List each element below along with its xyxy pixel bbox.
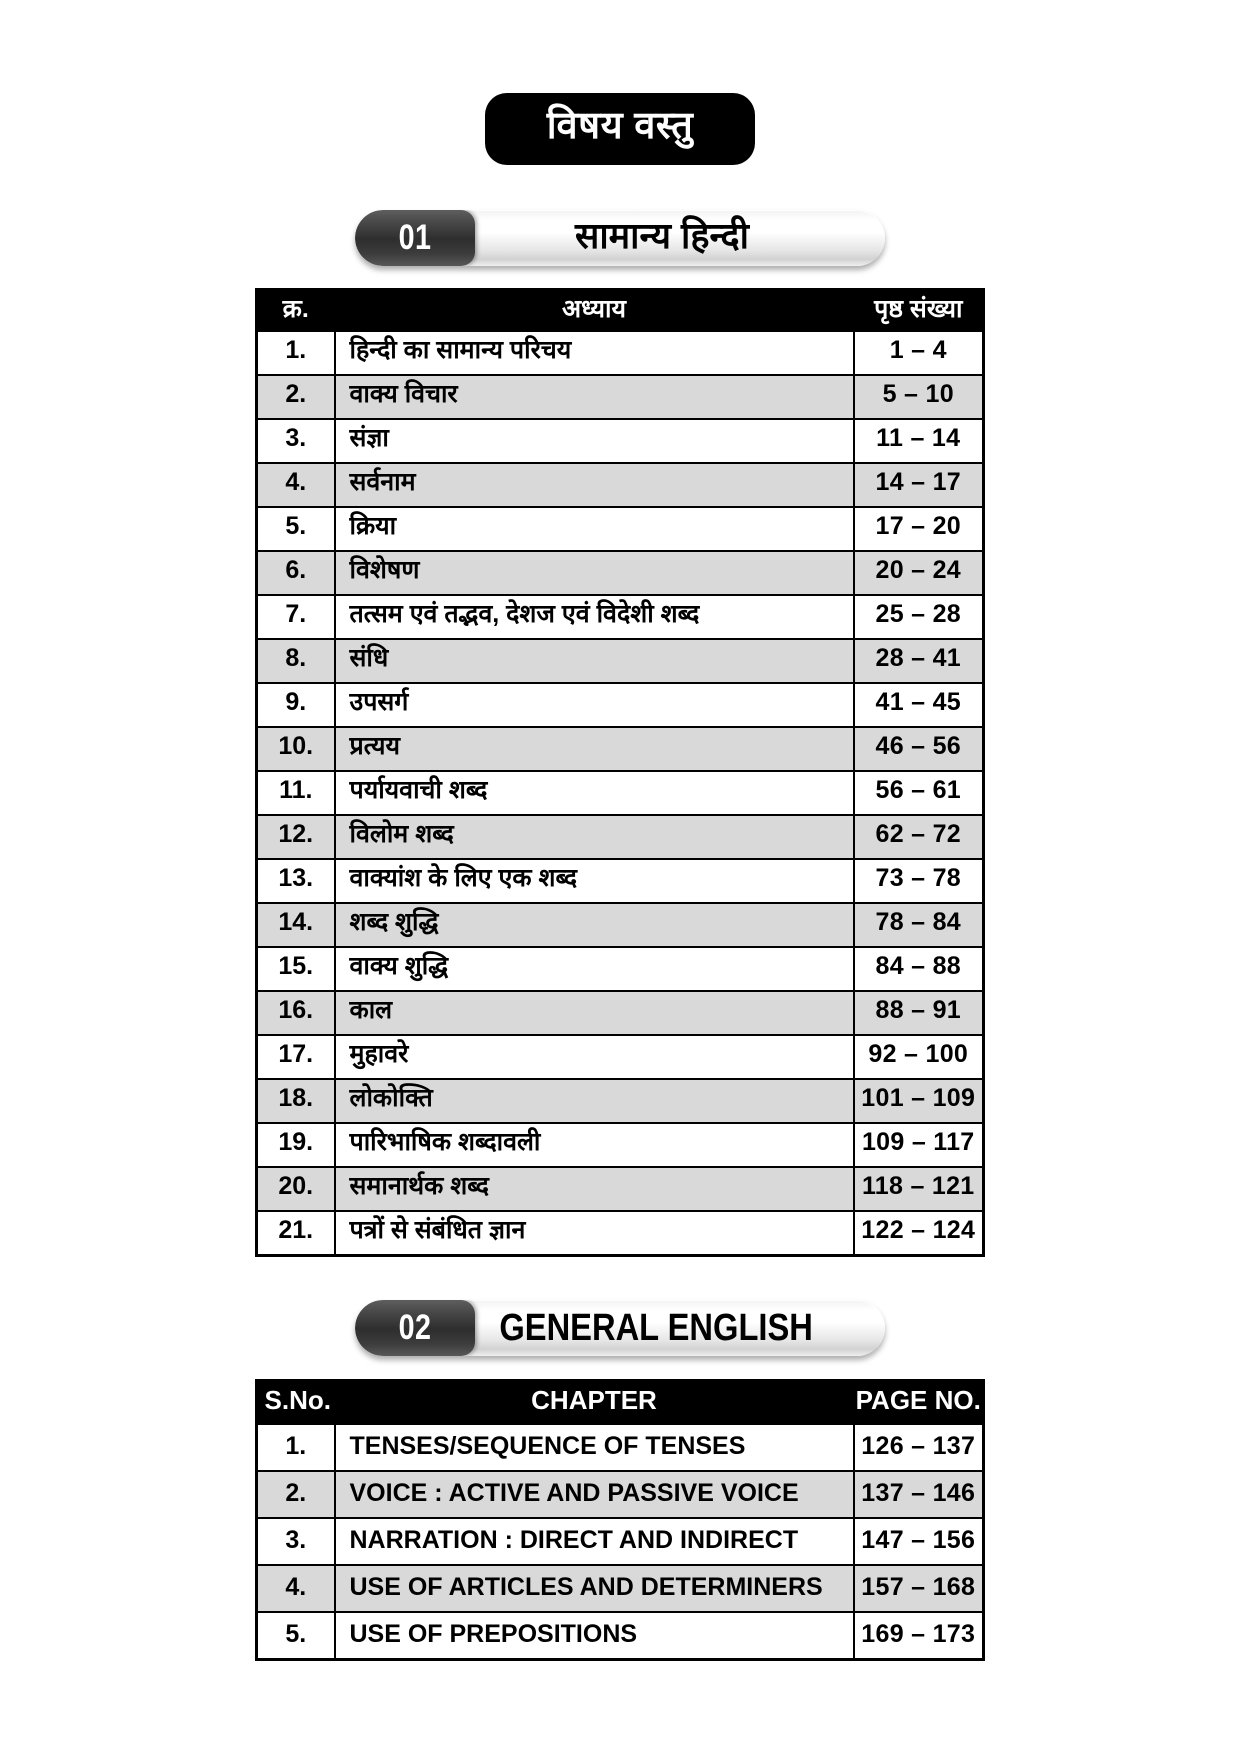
cell-chapter: विलोम शब्द bbox=[335, 815, 854, 859]
cell-sno: 16. bbox=[257, 991, 335, 1035]
cell-sno: 11. bbox=[257, 771, 335, 815]
table-row bbox=[257, 991, 984, 1035]
cell-page: 46 – 56 bbox=[854, 727, 984, 771]
cell-chapter: TENSES/SEQUENCE OF TENSES bbox=[335, 1424, 854, 1471]
column-header-sno: क्र. bbox=[257, 290, 335, 332]
cell-chapter: वाक्यांश के लिए एक शब्द bbox=[335, 859, 854, 903]
cell-sno: 1. bbox=[257, 1424, 335, 1471]
toc-table-hindi bbox=[255, 288, 985, 1257]
cell-chapter: संज्ञा bbox=[335, 419, 854, 463]
section-title-02: GENERAL ENGLISH bbox=[499, 1307, 813, 1350]
cell-page: 5 – 10 bbox=[854, 375, 984, 419]
cell-page: 157 – 168 bbox=[854, 1565, 984, 1612]
section-title-01: सामान्य हिन्दी bbox=[574, 215, 750, 256]
cell-page: 17 – 20 bbox=[854, 507, 984, 551]
table-row bbox=[257, 1471, 984, 1518]
section-number-badge-01 bbox=[355, 210, 475, 266]
cell-chapter: मुहावरे bbox=[335, 1035, 854, 1079]
cell-sno: 4. bbox=[257, 1565, 335, 1612]
cell-page: 20 – 24 bbox=[854, 551, 984, 595]
cell-chapter: पर्यायवाची शब्द bbox=[335, 771, 854, 815]
table-row bbox=[257, 683, 984, 727]
cell-chapter: लोकोक्ति bbox=[335, 1079, 854, 1123]
cell-page: 84 – 88 bbox=[854, 947, 984, 991]
table-row bbox=[257, 463, 984, 507]
cell-chapter: वाक्य शुद्धि bbox=[335, 947, 854, 991]
cell-page: 14 – 17 bbox=[854, 463, 984, 507]
cell-chapter: NARRATION : DIRECT AND INDIRECT bbox=[335, 1518, 854, 1565]
column-header-page: PAGE NO. bbox=[854, 1381, 984, 1424]
section-number-label-01: 01 bbox=[398, 218, 432, 257]
table-row bbox=[257, 551, 984, 595]
cell-sno: 10. bbox=[257, 727, 335, 771]
cell-chapter: शब्द शुद्धि bbox=[335, 903, 854, 947]
section-banner-02 bbox=[355, 1300, 885, 1356]
table-row bbox=[257, 859, 984, 903]
cell-sno: 18. bbox=[257, 1079, 335, 1123]
cell-page: 126 – 137 bbox=[854, 1424, 984, 1471]
toc-table-hindi-body bbox=[257, 331, 984, 1256]
cell-sno: 21. bbox=[257, 1211, 335, 1256]
cell-chapter: क्रिया bbox=[335, 507, 854, 551]
cell-page: 147 – 156 bbox=[854, 1518, 984, 1565]
cell-sno: 5. bbox=[257, 1612, 335, 1660]
table-row bbox=[257, 1518, 984, 1565]
cell-chapter: VOICE : ACTIVE AND PASSIVE VOICE bbox=[335, 1471, 854, 1518]
table-row bbox=[257, 331, 984, 375]
cell-sno: 7. bbox=[257, 595, 335, 639]
cell-chapter: काल bbox=[335, 991, 854, 1035]
cell-chapter: वाक्य विचार bbox=[335, 375, 854, 419]
page-title-container bbox=[0, 0, 1240, 165]
column-header-chapter: CHAPTER bbox=[335, 1381, 854, 1424]
table-row bbox=[257, 1123, 984, 1167]
cell-sno: 17. bbox=[257, 1035, 335, 1079]
cell-page: 1 – 4 bbox=[854, 331, 984, 375]
cell-chapter: तत्सम एवं तद्भव, देशज एवं विदेशी शब्द bbox=[335, 595, 854, 639]
toc-table-english-body bbox=[257, 1424, 984, 1660]
cell-page: 73 – 78 bbox=[854, 859, 984, 903]
cell-sno: 5. bbox=[257, 507, 335, 551]
cell-chapter: संधि bbox=[335, 639, 854, 683]
cell-sno: 6. bbox=[257, 551, 335, 595]
table-row bbox=[257, 507, 984, 551]
table-row bbox=[257, 1035, 984, 1079]
column-header-page: पृष्ठ संख्या bbox=[854, 290, 984, 332]
section-number-label-02: 02 bbox=[398, 1308, 432, 1348]
cell-sno: 3. bbox=[257, 419, 335, 463]
table-header-row bbox=[257, 290, 984, 332]
cell-page: 88 – 91 bbox=[854, 991, 984, 1035]
cell-sno: 2. bbox=[257, 1471, 335, 1518]
cell-chapter: पत्रों से संबंधित ज्ञान bbox=[335, 1211, 854, 1256]
column-header-chapter: अध्याय bbox=[335, 290, 854, 332]
cell-chapter: सर्वनाम bbox=[335, 463, 854, 507]
cell-page: 92 – 100 bbox=[854, 1035, 984, 1079]
cell-sno: 13. bbox=[257, 859, 335, 903]
table-row bbox=[257, 1565, 984, 1612]
table-row bbox=[257, 1167, 984, 1211]
cell-sno: 8. bbox=[257, 639, 335, 683]
table-row bbox=[257, 595, 984, 639]
table-row bbox=[257, 1079, 984, 1123]
cell-sno: 1. bbox=[257, 331, 335, 375]
table-row bbox=[257, 727, 984, 771]
cell-sno: 20. bbox=[257, 1167, 335, 1211]
cell-page: 122 – 124 bbox=[854, 1211, 984, 1256]
cell-page: 11 – 14 bbox=[854, 419, 984, 463]
cell-page: 78 – 84 bbox=[854, 903, 984, 947]
table-row bbox=[257, 419, 984, 463]
cell-chapter: USE OF PREPOSITIONS bbox=[335, 1612, 854, 1660]
table-row bbox=[257, 639, 984, 683]
cell-page: 101 – 109 bbox=[854, 1079, 984, 1123]
cell-chapter: उपसर्ग bbox=[335, 683, 854, 727]
table-row bbox=[257, 815, 984, 859]
column-header-sno: S.No. bbox=[257, 1381, 335, 1424]
cell-page: 169 – 173 bbox=[854, 1612, 984, 1660]
table-row bbox=[257, 1612, 984, 1660]
cell-sno: 12. bbox=[257, 815, 335, 859]
cell-chapter: हिन्दी का सामान्य परिचय bbox=[335, 331, 854, 375]
cell-page: 41 – 45 bbox=[854, 683, 984, 727]
cell-chapter: प्रत्यय bbox=[335, 727, 854, 771]
cell-sno: 4. bbox=[257, 463, 335, 507]
table-row bbox=[257, 1211, 984, 1256]
section-banner-01 bbox=[355, 210, 885, 266]
table-row bbox=[257, 771, 984, 815]
cell-chapter: समानार्थक शब्द bbox=[335, 1167, 854, 1211]
cell-sno: 19. bbox=[257, 1123, 335, 1167]
cell-sno: 3. bbox=[257, 1518, 335, 1565]
table-row bbox=[257, 947, 984, 991]
cell-page: 28 – 41 bbox=[854, 639, 984, 683]
cell-sno: 15. bbox=[257, 947, 335, 991]
cell-chapter: USE OF ARTICLES AND DETERMINERS bbox=[335, 1565, 854, 1612]
table-row bbox=[257, 375, 984, 419]
cell-chapter: पारिभाषिक शब्दावली bbox=[335, 1123, 854, 1167]
cell-page: 109 – 117 bbox=[854, 1123, 984, 1167]
toc-table-english bbox=[255, 1379, 985, 1660]
cell-page: 25 – 28 bbox=[854, 595, 984, 639]
cell-page: 137 – 146 bbox=[854, 1471, 984, 1518]
cell-page: 62 – 72 bbox=[854, 815, 984, 859]
page-title: विषय वस्तु bbox=[485, 93, 756, 165]
cell-sno: 2. bbox=[257, 375, 335, 419]
table-header-row bbox=[257, 1381, 984, 1424]
cell-page: 118 – 121 bbox=[854, 1167, 984, 1211]
cell-sno: 9. bbox=[257, 683, 335, 727]
cell-page: 56 – 61 bbox=[854, 771, 984, 815]
cell-chapter: विशेषण bbox=[335, 551, 854, 595]
table-row bbox=[257, 903, 984, 947]
table-row bbox=[257, 1424, 984, 1471]
cell-sno: 14. bbox=[257, 903, 335, 947]
